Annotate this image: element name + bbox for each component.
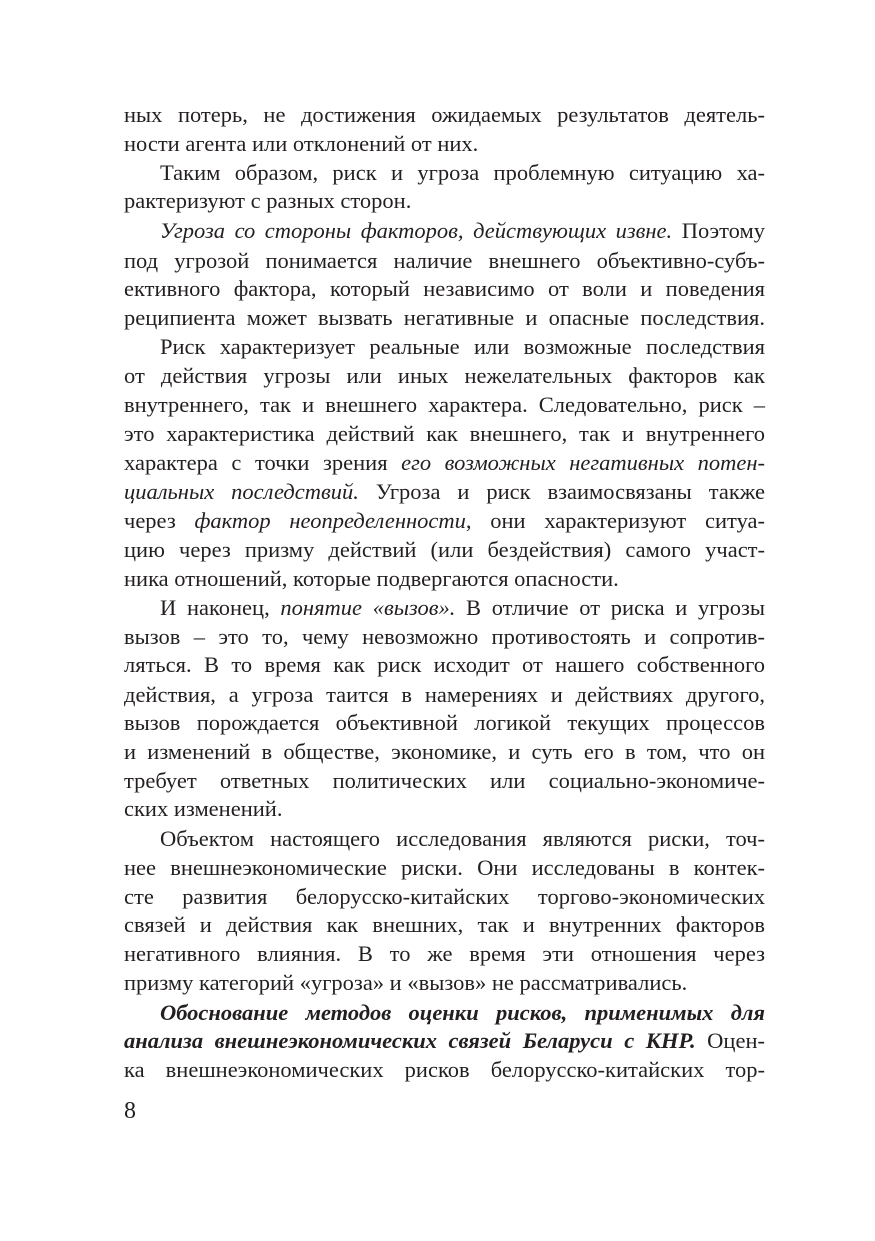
- text-line: [124, 998, 765, 1027]
- text-segment: и изменений в обществе, экономике, и суть его в том, что он: [124, 739, 765, 764]
- text-segment: ляться. В то время как риск исходит от нашего собственного: [124, 652, 765, 677]
- italic-text: Угроза со стороны факторов, действующих извне.: [160, 218, 673, 243]
- text-line: [124, 186, 765, 215]
- text-segment: ных потерь, не достижения ожидаемых результатов деятель-: [124, 102, 765, 127]
- text-segment: цию через призму действий (или бездействия) самого участ-: [124, 537, 765, 562]
- text-segment: под угрозой понимается наличие внешнего объективно-субъ-: [124, 248, 765, 273]
- text-segment: требует ответных политических или социально-экономиче-: [124, 768, 765, 793]
- text-line: [124, 794, 765, 823]
- italic-text: его возможных негативных потен-: [401, 450, 765, 475]
- text-line: [124, 680, 765, 709]
- text-line: [124, 535, 765, 564]
- text-line: [124, 246, 765, 275]
- text-segment: ника отношений, которые подвергаются опасности.: [124, 566, 619, 591]
- italic-text: циальных последствий.: [124, 479, 359, 504]
- text-line: [124, 564, 765, 593]
- text-line: [124, 939, 765, 968]
- text-segment: вызов порождается объективной логикой текущих процессов: [124, 710, 765, 735]
- text-segment: Оцен-: [695, 1028, 765, 1053]
- text-line: [124, 448, 765, 477]
- text-segment: связей и действия как внешних, так и внутренних факторов: [124, 912, 765, 937]
- text-line: [124, 968, 765, 997]
- italic-text: понятие «вызов».: [280, 595, 456, 620]
- text-line: [124, 1026, 765, 1055]
- bold-italic-text: Обоснование методов оценки рисков, применимых для: [160, 1000, 765, 1025]
- text-line: [124, 419, 765, 448]
- text-line: [124, 477, 765, 506]
- text-line: [124, 708, 765, 737]
- text-segment: ективного фактора, который независимо от воли и поведения: [124, 276, 765, 301]
- text-segment: призму категорий «угроза» и «вызов» не рассматривались.: [124, 970, 688, 995]
- text-line: [124, 303, 765, 332]
- text-line: [124, 882, 765, 911]
- text-segment: реципиента может вызвать негативные и опасные последствия.: [124, 305, 765, 330]
- text-segment: рактеризуют с разных сторон.: [124, 188, 412, 213]
- text-line: [124, 390, 765, 419]
- document-page: [124, 100, 765, 1110]
- text-line: [124, 737, 765, 766]
- text-line: [124, 910, 765, 939]
- text-segment: нее внешнеэкономические риски. Они исследованы в контек-: [124, 855, 765, 880]
- text-line: [124, 361, 765, 390]
- text-line: [124, 100, 765, 129]
- text-segment: внутреннего, так и внешнего характера. Следовательно, риск –: [124, 392, 765, 417]
- italic-text: фактор неопределенности: [194, 508, 466, 533]
- text-line: [124, 766, 765, 795]
- bold-italic-text: анализа внешнеэкономических связей Беларуси с КНР.: [124, 1028, 696, 1053]
- text-line: [124, 650, 765, 679]
- text-segment: через: [124, 508, 195, 533]
- text-segment: Поэтому: [672, 218, 765, 243]
- text-segment: вызов – это то, чему невозможно противостоять и сопротив-: [124, 624, 765, 649]
- text-line: [124, 824, 765, 853]
- text-line: [124, 274, 765, 303]
- text-line: [124, 1055, 765, 1084]
- text-segment: действия, а угроза таится в намерениях и действиях другого,: [124, 682, 765, 707]
- text-line: [124, 158, 765, 187]
- text-segment: это характеристика действий как внешнего, так и внутреннего: [124, 421, 765, 446]
- text-segment: негативного влияния. В то же время эти отношения через: [124, 941, 765, 966]
- text-segment: Риск характеризует реальные или возможные последствия: [160, 334, 765, 359]
- text-segment: сте развития белорусско-китайских торгово-экономических: [124, 884, 765, 909]
- text-segment: ности агента или отклонений от них.: [124, 131, 479, 156]
- text-segment: , они характеризуют ситуа-: [465, 508, 765, 533]
- text-line: [124, 129, 765, 158]
- text-segment: ских изменений.: [124, 796, 283, 821]
- text-line: [124, 216, 765, 245]
- text-segment: характера с точки зрения: [124, 450, 402, 475]
- text-line: [124, 853, 765, 882]
- text-segment: от действия угрозы или иных нежелательных факторов как: [124, 363, 765, 388]
- text-line: [124, 332, 765, 361]
- text-line: [124, 506, 765, 535]
- text-line: [124, 593, 765, 622]
- text-segment: И наконец,: [160, 595, 281, 620]
- text-segment: Объектом настоящего исследования являются риски, точ-: [160, 826, 765, 851]
- text-segment: Угроза и риск взаимосвязаны также: [358, 479, 766, 504]
- page-number: 8: [124, 1098, 136, 1124]
- text-segment: ка внешнеэкономических рисков белорусско-китайских тор-: [124, 1057, 765, 1082]
- text-segment: Таким образом, риск и угроза проблемную ситуацию ха-: [160, 160, 765, 185]
- text-segment: В отличие от риска и угрозы: [455, 595, 766, 620]
- text-line: [124, 622, 765, 651]
